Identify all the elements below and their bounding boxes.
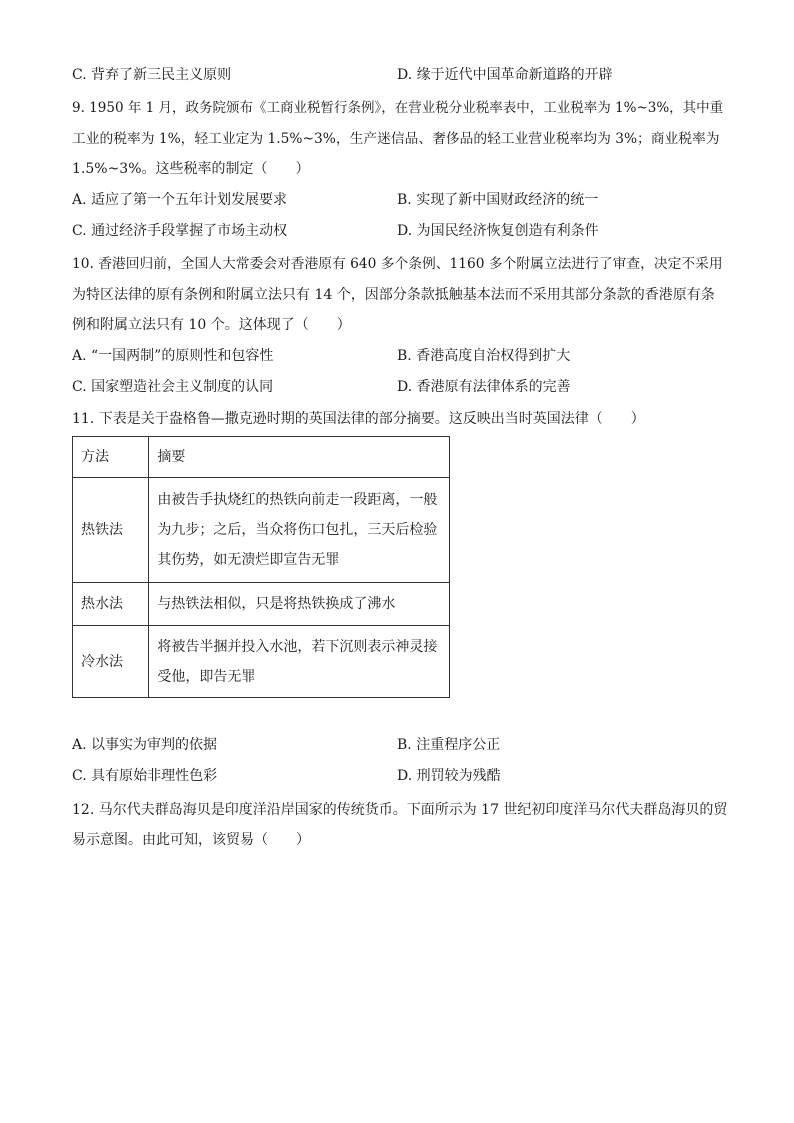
q11-stem: 11. 下表是关于盎格鲁—撒克逊时期的英国法律的部分摘要。这反映出当时英国法律（ ） [72, 411, 645, 427]
summary-line: 与热铁法相似，只是将热铁换成了沸水 [157, 596, 396, 612]
summary-line: 由被告手执烧红的热铁向前走一段距离，一般 [157, 492, 438, 508]
q11-option-c: C. 具有原始非理性色彩 [72, 768, 218, 784]
q10-stem-line: 例和附属立法只有 10 个。这体现了（ ） [72, 317, 351, 333]
q9-stem-line: 9. 1950 年 1 月，政务院颁布《工商业税暂行条例》，在营业税分业税率表中，工业税率为 1%~3%，其中重 [72, 100, 724, 116]
q9-option-d: D. 为国民经济恢复创造有利条件 [397, 223, 599, 239]
q9-option-a: A. 适应了第一个五年计划发展要求 [72, 192, 288, 208]
q12-stem-line: 易示意图。由此可知，该贸易（ ） [72, 832, 310, 848]
q10-stem-line: 为特区法律的原有条例和附属立法只有 14 个，因部分条款抵触基本法而不采用其部分条款的香港原有条 [72, 287, 715, 303]
table-cell-method: 冷水法 [73, 626, 149, 698]
q11-option-d: D. 刑罚较为残酷 [397, 768, 501, 784]
table-cell-summary [149, 478, 450, 583]
q10-option-c: C. 国家塑造社会主义制度的认同 [72, 379, 274, 395]
summary-line: 其伤势，如无溃烂即宣告无罪 [157, 552, 340, 568]
summary-line: 受他，即告无罪 [157, 668, 256, 685]
table-header-cell: 方法 [73, 437, 149, 478]
q10-option-d: D. 香港原有法律体系的完善 [397, 379, 571, 395]
q9-option-c: C. 通过经济手段掌握了市场主动权 [72, 223, 288, 239]
q11-option-b: B. 注重程序公正 [397, 737, 501, 753]
q9-stem-line: 1.5%~3%。这些税率的制定（ ） [72, 161, 310, 177]
table-row [73, 478, 450, 583]
summary-line: 为九步；之后，当众将伤口包扎，三天后检验 [157, 522, 438, 538]
q10-stem-line: 10. 香港回归前，全国人大常委会对香港原有 640 多个条例、1160 多个附属立法进行了审查，决定不采用 [72, 256, 723, 272]
table-row [73, 583, 450, 626]
table-cell-method: 热水法 [73, 583, 149, 626]
q9-option-b: B. 实现了新中国财政经济的统一 [397, 192, 599, 208]
table-row [73, 626, 450, 698]
q12-stem-line: 12. 马尔代夫群岛海贝是印度洋沿岸国家的传统货币。下面所示为 17 世纪初印度洋马尔代夫群岛海贝的贸 [72, 802, 728, 818]
table-header-cell: 摘要 [149, 437, 450, 478]
table-cell-method: 热铁法 [73, 478, 149, 583]
table-cell-summary [149, 583, 450, 626]
table-header-row [73, 437, 450, 478]
q10-option-b: B. 香港高度自治权得到扩大 [397, 348, 571, 364]
law-summary-table [72, 436, 450, 698]
q11-option-a: A. 以事实为审判的依据 [72, 737, 218, 753]
q9-stem-line: 工业的税率为 1%，轻工业定为 1.5%~3%，生产迷信品、奢侈品的轻工业营业税率均为 3%；商业税率为 [72, 131, 720, 147]
q8-option-d: D. 缘于近代中国革命新道路的开辟 [397, 67, 613, 83]
q10-option-a: A. “一国两制”的原则性和包容性 [72, 348, 274, 364]
summary-line: 将被告半捆并投入水池，若下沉则表示神灵接 [157, 638, 438, 655]
table-cell-summary [149, 626, 450, 698]
q8-option-c: C. 背弃了新三民主义原则 [72, 67, 232, 83]
